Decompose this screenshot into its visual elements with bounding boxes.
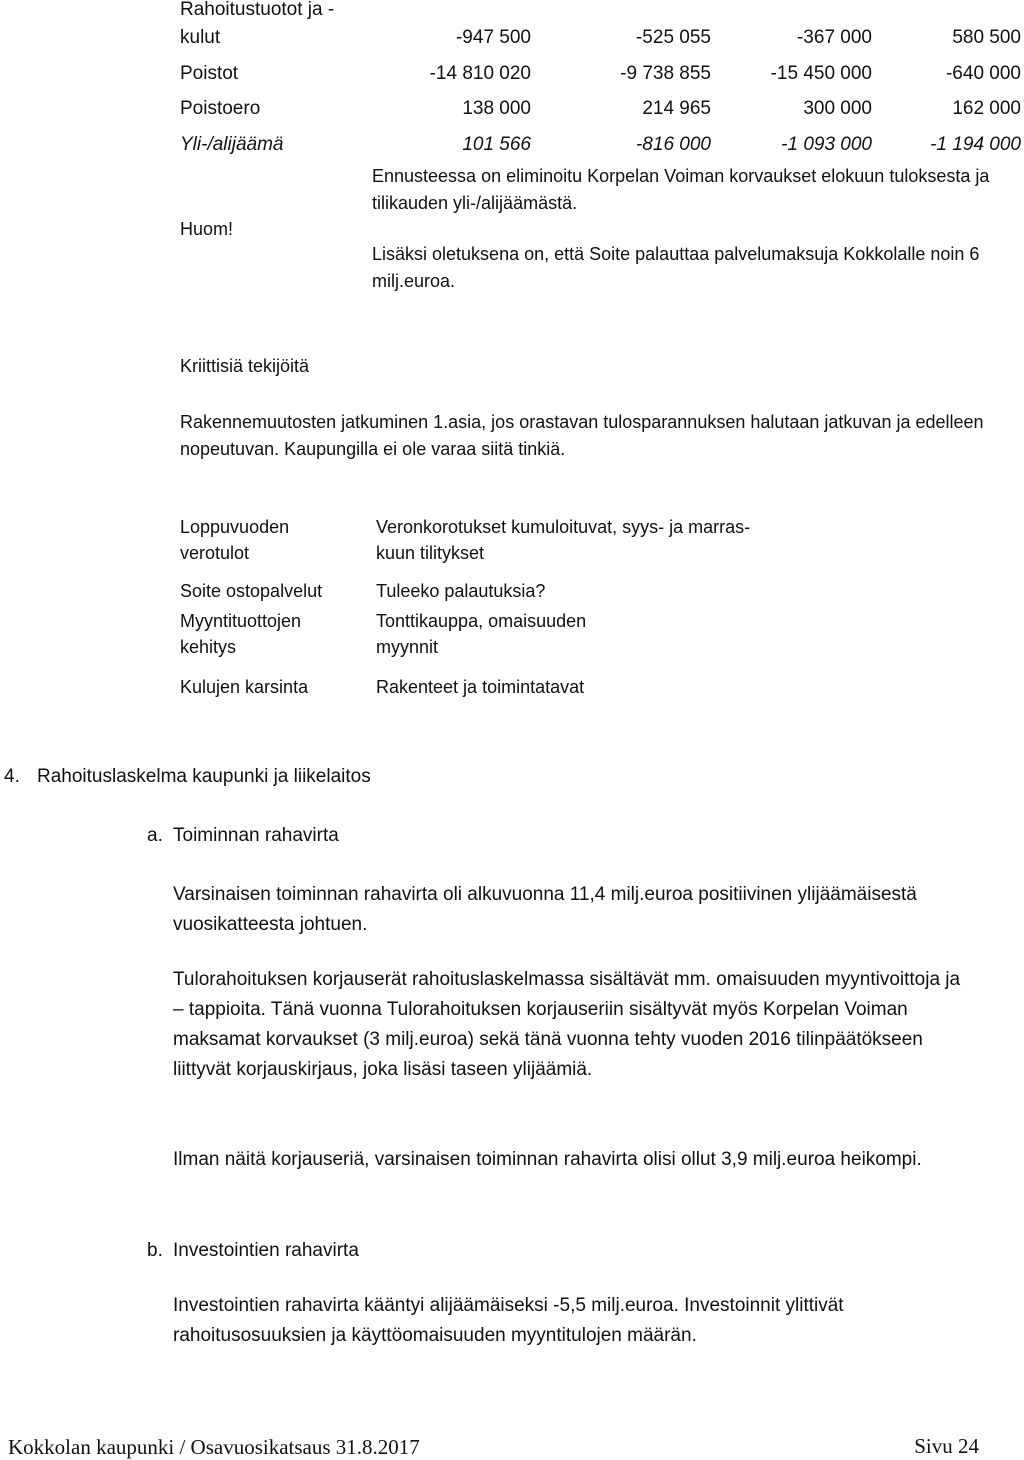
note-text-1: Ennusteessa on eliminoitu Korpelan Voiman korvaukset elokuun tuloksesta ja tilikauden yli-/alijäämästä. (372, 166, 990, 213)
subsection-title: Investointien rahavirta (173, 1240, 359, 1261)
subsection-title: Toiminnan rahavirta (173, 825, 339, 846)
table-cell: -947 500 (455, 27, 531, 48)
factor-description: Tonttikauppa, omaisuuden (376, 611, 587, 631)
paragraph: Ilman näitä korjauseriä, varsinaisen toiminnan rahavirta olisi ollut 3,9 milj.euroa heikompi. (173, 1149, 922, 1170)
note-label: Huom! (180, 219, 234, 239)
factor-label: Soite ostopalvelut (180, 581, 323, 601)
row-label-poistot: Poistot (180, 63, 239, 84)
critical-heading: Kriittisiä tekijöitä (180, 356, 310, 376)
critical-paragraph: Rakennemuutosten jatkuminen 1.asia, jos orastavan tulosparannuksen halutaan jatkuvan ja edelleen nopeutuvan. Kaupungilla ei ole varaa siitä tinkiä. (180, 412, 984, 459)
table-cell: -9 738 855 (620, 63, 711, 84)
table-cell: 162 000 (952, 98, 1021, 119)
factor-label: verotulot (180, 543, 250, 563)
factor-label: Myyntituottojen (180, 611, 302, 631)
table-cell: -816 000 (635, 134, 711, 155)
table-cell: -525 055 (635, 27, 711, 48)
row-label-yli-alijaama: Yli-/alijäämä (180, 134, 284, 155)
table-cell: 101 566 (462, 134, 531, 155)
factor-label: Kulujen karsinta (180, 677, 309, 697)
paragraph: Investointien rahavirta kääntyi alijäämäiseksi -5,5 milj.euroa. Investoinnit ylittivät rahoitusosuuksien ja käyttöomaisuuden myyntitulojen määrän. (173, 1295, 844, 1346)
factor-description: Rakenteet ja toimintatavat (376, 677, 585, 697)
subsection-marker: b. (147, 1240, 163, 1261)
table-cell: 580 500 (952, 27, 1021, 48)
row-label-rahoitustuotot-line2: kulut (180, 27, 221, 48)
factor-description: Veronkorotukset kumuloituvat, syys- ja marras- (376, 517, 751, 537)
subsection-marker: a. (147, 825, 163, 846)
table-cell: 300 000 (803, 98, 872, 119)
factor-description: myynnit (376, 637, 439, 657)
row-label-poistoero: Poistoero (180, 98, 261, 119)
table-cell: -367 000 (796, 27, 872, 48)
paragraph: Tulorahoituksen korjauserät rahoituslaskelmassa sisältävät mm. omaisuuden myyntivoittoja ja – tappioita. Tänä vuonna Tulorahoituksen korjauseriin sisältyvät myös Korpelan Voiman maksamat korvaukset (3 milj.euroa) sekä tänä vuonna tehty vuoden 2016 tilinpäätökseen liittyvät korjauskirjaus, joka lisäsi taseen ylijäämiä. (173, 969, 961, 1080)
footer-page-number: Sivu 24 (914, 1434, 979, 1458)
note-text-2: Lisäksi oletuksena on, että Soite palauttaa palvelumaksuja Kokkolalle noin 6 milj.euroa. (372, 244, 980, 291)
factor-description: Tuleeko palautuksia? (376, 581, 546, 601)
factor-label: Loppuvuoden (180, 517, 290, 537)
footer-left: Kokkolan kaupunki / Osavuosikatsaus 31.8.2017 (8, 1435, 420, 1459)
factor-label: kehitys (180, 637, 237, 657)
paragraph: Varsinaisen toiminnan rahavirta oli alkuvuonna 11,4 milj.euroa positiivinen ylijäämäisestä vuosikatteesta johtuen. (173, 884, 917, 935)
table-cell: -15 450 000 (770, 63, 872, 84)
table-cell: -14 810 020 (429, 63, 531, 84)
row-label-rahoitustuotot-line1: Rahoitustuotot ja - (180, 0, 335, 20)
table-cell: 214 965 (642, 98, 711, 119)
factor-description: kuun tilitykset (376, 543, 485, 563)
section-number: 4. (4, 766, 20, 787)
table-cell: 138 000 (462, 98, 531, 119)
table-cell: -1 194 000 (930, 134, 1021, 155)
table-cell: -1 093 000 (781, 134, 872, 155)
table-cell: -640 000 (945, 63, 1021, 84)
section-title: Rahoituslaskelma kaupunki ja liikelaitos (37, 766, 371, 787)
